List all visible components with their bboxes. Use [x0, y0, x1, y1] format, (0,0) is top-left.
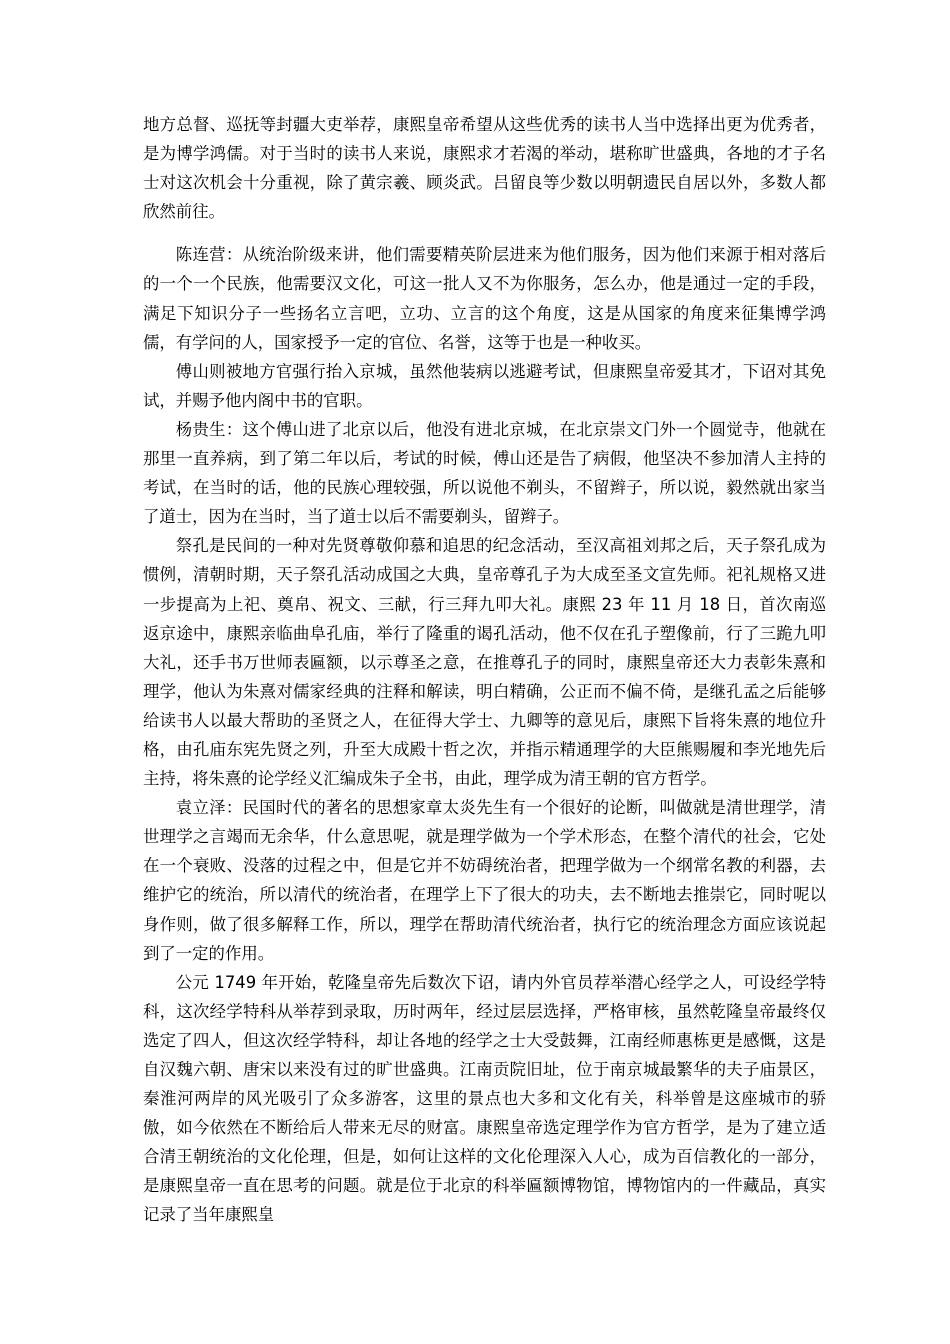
paragraph-2: 陈连营：从统治阶级来讲，他们需要精英阶层进来为他们服务，因为他们来源于相对落后的一个一个民族，他需要汉文化，可这一批人又不为你服务，怎么办，他是通过一定的手段，满足下知识分子一些扬名立言吧，立功、立言的这个角度，这是从国家的角度来征集博学鸿儒，有学问的人，国家授予一定的官位、名誉，这等于也是一种收买。 — [143, 245, 826, 352]
paragraph-3: 傅山则被地方官强行抬入京城，虽然他装病以逃避考试，但康熙皇帝爱其才，下诏对其免试，并赐予他内阁中书的官职。 — [143, 361, 826, 410]
paragraph-6: 袁立泽：民国时代的著名的思想家章太炎先生有一个很好的论断，叫做就是清世理学，清世理学之言竭而无余华，什么意思呢，就是理学做为一个学术形态，在整个清代的社会，它处在一个衰败、没落的过程之中，但是它并不妨碍统治者，把理学做为一个纲常名教的利器，去维护它的统治，所以清代的统治者，在理学上下了很大的功夫，去不断地去推崇它，同时呢以身作则，做了很多解释工作，所以，理学在帮助清代统治者，执行它的统治理念方面应该说起到了一定的作用。 — [143, 798, 826, 963]
paragraph-5: 祭孔是民间的一种对先贤尊敬仰慕和追思的纪念活动，至汉高祖刘邦之后，天子祭孔成为惯例，清朝时期，天子祭孔活动成国之大典，皇帝尊孔子为大成至圣文宣先师。祀礼规格又进一步提高为上祀、奠帛、祝文、三献，行三拜九叩大礼。康熙 23 年 11 月 18 日，首次南巡返京途中，康熙亲临曲阜孔庙，举行了隆重的谒孔活动，他不仅在孔子塑像前，行了三跪九叩大礼，还手书万世师表匾额，以示尊圣之意，在推尊孔子的同时，康熙皇帝还大力表彰朱熹和理学，他认为朱熹对儒家经典的注释和解读，明白精确，公正而不偏不倚，是继孔孟之后能够给读书人以最大帮助的圣贤之人，在征得大学士、九卿等的意见后，康熙下旨将朱熹的地位升格，由孔庙东宪先贤之列，升至大成殿十哲之次，并指示精通理学的大臣熊赐履和李光地先后主持，将朱熹的论学经义汇编成朱子全书，由此，理学成为清王朝的官方哲学。 — [143, 536, 826, 789]
paragraph-7: 公元 1749 年开始，乾隆皇帝先后数次下诏，请内外官员荐举潜心经学之人，可设经学特科，这次经学特科从举荐到录取，历时两年，经过层层选择，严格审核，虽然乾隆皇帝最终仅选定了四人，但这次经学特科，却让各地的经学之士大受鼓舞，江南经师惠栋更是感慨，这是自汉魏六朝、唐宋以来没有过的旷世盛典。江南贡院旧址，位于南京城最繁华的夫子庙景区，秦淮河两岸的风光吸引了众多游客，这里的景点也大多和文化有关，科举曾是这座城市的骄傲，如今依然在不断给后人带来无尽的财富。康熙皇帝选定理学作为官方哲学，是为了建立适合清王朝统治的文化伦理，但是，如何让这样的文化伦理深入人心，成为百信教化的一部分，是康熙皇帝一直在思考的问题。就是位于北京的科举匾额博物馆，博物馆内的一件藏品，真实记录了当年康熙皇 — [143, 972, 826, 1225]
paragraph-4: 杨贵生：这个傅山进了北京以后，他没有进北京城，在北京崇文门外一个圆觉寺，他就在那里一直养病，到了第二年以后，考试的时候，傅山还是告了病假，他坚决不参加清人主持的考试，在当时的话，他的民族心理较强，所以说他不剃头，不留辫子，所以说，毅然就出家当了道士，因为在当时，当了道士以后不需要剃头，留辫子。 — [143, 419, 826, 527]
document-page — [143, 110, 826, 1230]
paragraph-1: 地方总督、巡抚等封疆大吏举荐，康熙皇帝希望从这些优秀的读书人当中选择出更为优秀者，是为博学鸿儒。对于当时的读书人来说，康熙求才若渴的举动，堪称旷世盛典，各地的才子名士对这次机会十分重视，除了黄宗羲、顾炎武。吕留良等少数以明朝遗民自居以外，多数人都欣然前往。 — [143, 115, 826, 222]
